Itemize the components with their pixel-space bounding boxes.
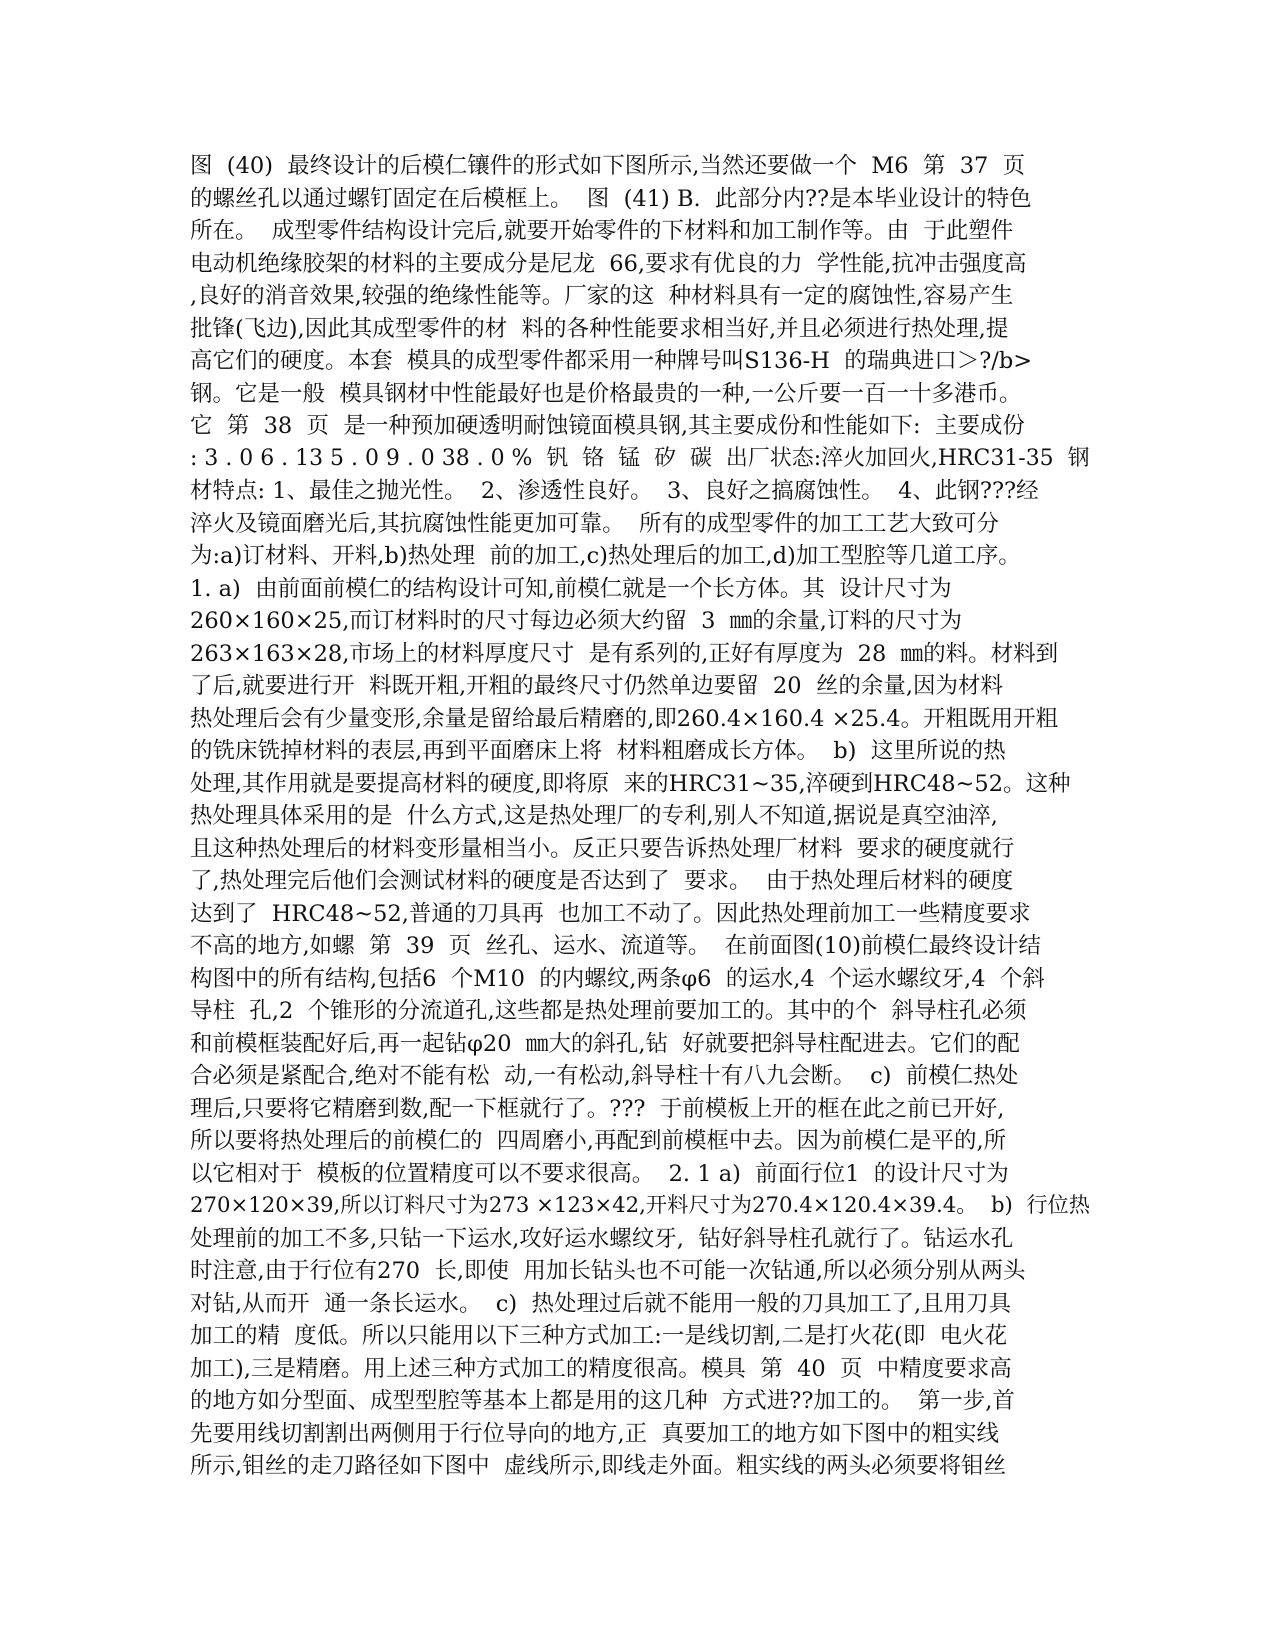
text-line: 所在。 成型零件结构设计完后,就要开始零件的下材料和加工制作等。由 于此塑件	[190, 218, 1014, 244]
text-line: 处理,其作用就是要提高材料的硬度,即将原 来的HRC31~35,淬硬到HRC48~52。这种	[190, 770, 1071, 797]
text-line: 热处理后会有少量变形,余量是留给最后精磨的,即260.4×160.4 ×25.4。开粗既用开粗	[190, 705, 1059, 732]
body-text	[190, 150, 1090, 1483]
text-line: 的螺丝孔以通过螺钉固定在后模框上。 图 (41) B. 此部分内??是本毕业设计的特色	[190, 185, 1032, 212]
text-line: 270×120×39,所以订料尺寸为273 ×123×42,开料尺寸为270.4×120.4×39.4。 b) 行位热	[190, 1193, 1090, 1218]
text-line: 电动机绝缘胶架的材料的主要成分是尼龙 66,要求有优良的力 学性能,抗冲击强度高	[190, 250, 1027, 277]
text-line: 1. a) 由前面前模仁的结构设计可知,前模仁就是一个长方体。其 设计尺寸为	[190, 575, 952, 602]
text-line: 材特点: 1、最佳之抛光性。 2、渗透性良好。 3、良好之搞腐蚀性。 4、此钢???经	[190, 478, 1039, 504]
text-line: 以它相对于 模板的位置精度可以不要求很高。 2. 1 a) 前面行位1 的设计尺寸为	[190, 1160, 1009, 1187]
text-line: 处理前的加工不多,只钻一下运水,攻好运水螺纹牙, 钻好斜导柱孔就行了。钻运水孔	[190, 1225, 1014, 1252]
text-line: 所以要将热处理后的前模仁的 四周磨小,再配到前模框中去。因为前模仁是平的,所	[190, 1128, 1007, 1154]
text-line: 260×160×25,而订材料时的尺寸每边必须大约留 3 ㎜的余量,订料的尺寸为	[190, 608, 962, 634]
text-line: 图 (40) 最终设计的后模仁镶件的形式如下图所示,当然还要做一个 M6 第 37 页	[190, 153, 1026, 179]
text-line: 为:a)订材料、开料,b)热处理 前的加工,c)热处理后的加工,d)加工型腔等几道工序。	[190, 543, 1021, 569]
text-line: 先要用线切割割出两侧用于行位导向的地方,正 真要加工的地方如下图中的粗实线	[190, 1420, 999, 1447]
text-line: 钢。它是一般 模具钢材中性能最好也是价格最贵的一种,一公斤要一百一十多港币。	[190, 380, 1022, 407]
text-line: 加工的精 度低。所以只能用以下三种方式加工:一是线切割,二是打火花(即 电火花	[190, 1323, 1008, 1349]
text-line: 所示,钼丝的走刀路径如下图中 虚线所示,即线走外面。粗实线的两头必须要将钼丝	[190, 1453, 1007, 1479]
text-line: 263×163×28,市场上的材料厚度尺寸 是有系列的,正好有厚度为 28 ㎜的料。材料到	[190, 640, 1059, 667]
text-line: 构图中的所有结构,包括6 个M10 的内螺纹,两条φ6 的运水,4 个运水螺纹牙,4 个斜	[190, 965, 1045, 992]
text-line: 它 第 38 页 是一种预加硬透明耐蚀镜面模具钢,其主要成份和性能如下: 主要成份	[190, 413, 1025, 439]
text-line: ,良好的消音效果,较强的绝缘性能等。厂家的这 种材料具有一定的腐蚀性,容易产生	[190, 283, 1014, 309]
text-line: 达到了 HRC48~52,普通的刀具再 也加工不动了。因此热处理前加工一些精度要求	[190, 900, 1031, 927]
text-line: 和前模框装配好后,再一起钻φ20 ㎜大的斜孔,钻 好就要把斜导柱配进去。它们的配	[190, 1030, 1020, 1057]
text-line: 时注意,由于行位有270 长,即使 用加长钻头也不可能一次钻通,所以必须分别从两头	[190, 1258, 1026, 1284]
text-line: 加工),三是精磨。用上述三种方式加工的精度很高。模具 第 40 页 中精度要求高	[190, 1355, 1012, 1382]
text-line: 对钻,从而开 通一条长运水。 c) 热处理过后就不能用一般的刀具加工了,且用刀具	[190, 1290, 1012, 1317]
text-line: 理后,只要将它精磨到数,配一下框就行了。??? 于前模板上开的框在此之前已开好,	[190, 1095, 1005, 1122]
text-line: : 3 . 0 6 . 13 5 . 0 9 . 0 38 . 0 % 钒 铬 锰 矽 碳 出厂状态:淬火加回火,HRC31-35 钢	[190, 445, 1090, 471]
text-line: 高它们的硬度。本套 模具的成型零件都采用一种牌号叫S136-H 的瑞典进口＞?/b>	[190, 348, 1033, 374]
text-line: 的地方如分型面、成型型腔等基本上都是用的这几种 方式进??加工的。 第一步,首	[190, 1388, 1015, 1414]
text-line: 批锋(飞边),因此其成型零件的材 料的各种性能要求相当好,并且必须进行热处理,提	[190, 315, 1009, 342]
text-line: 的铣床铣掉材料的表层,再到平面磨床上将 材料粗磨成长方体。 b) 这里所说的热	[190, 738, 1006, 764]
text-line: 热处理具体采用的是 什么方式,这是热处理厂的专利,别人不知道,据说是真空油淬,	[190, 803, 998, 829]
text-line: 了,热处理完后他们会测试材料的硬度是否达到了 要求。 由于热处理后材料的硬度	[190, 868, 1014, 894]
text-line: 合必须是紧配合,绝对不能有松 动,一有松动,斜导柱十有八九会断。 c) 前模仁热处	[190, 1063, 1019, 1089]
text-line: 不高的地方,如螺 第 39 页 丝孔、运水、流道等。 在前面图(10)前模仁最终设计结	[190, 933, 1041, 959]
text-line: 且这种热处理后的材料变形量相当小。反正只要告诉热处理厂材料 要求的硬度就行	[190, 835, 1015, 862]
text-line: 导柱 孔,2 个锥形的分流道孔,这些都是热处理前要加工的。其中的个 斜导柱孔必须	[190, 998, 1027, 1024]
text-line: 淬火及镜面磨光后,其抗腐蚀性能更加可靠。 所有的成型零件的加工工艺大致可分	[190, 510, 999, 537]
text-line: 了后,就要进行开 料既开粗,开粗的最终尺寸仍然单边要留 20 丝的余量,因为材料	[190, 673, 1004, 699]
